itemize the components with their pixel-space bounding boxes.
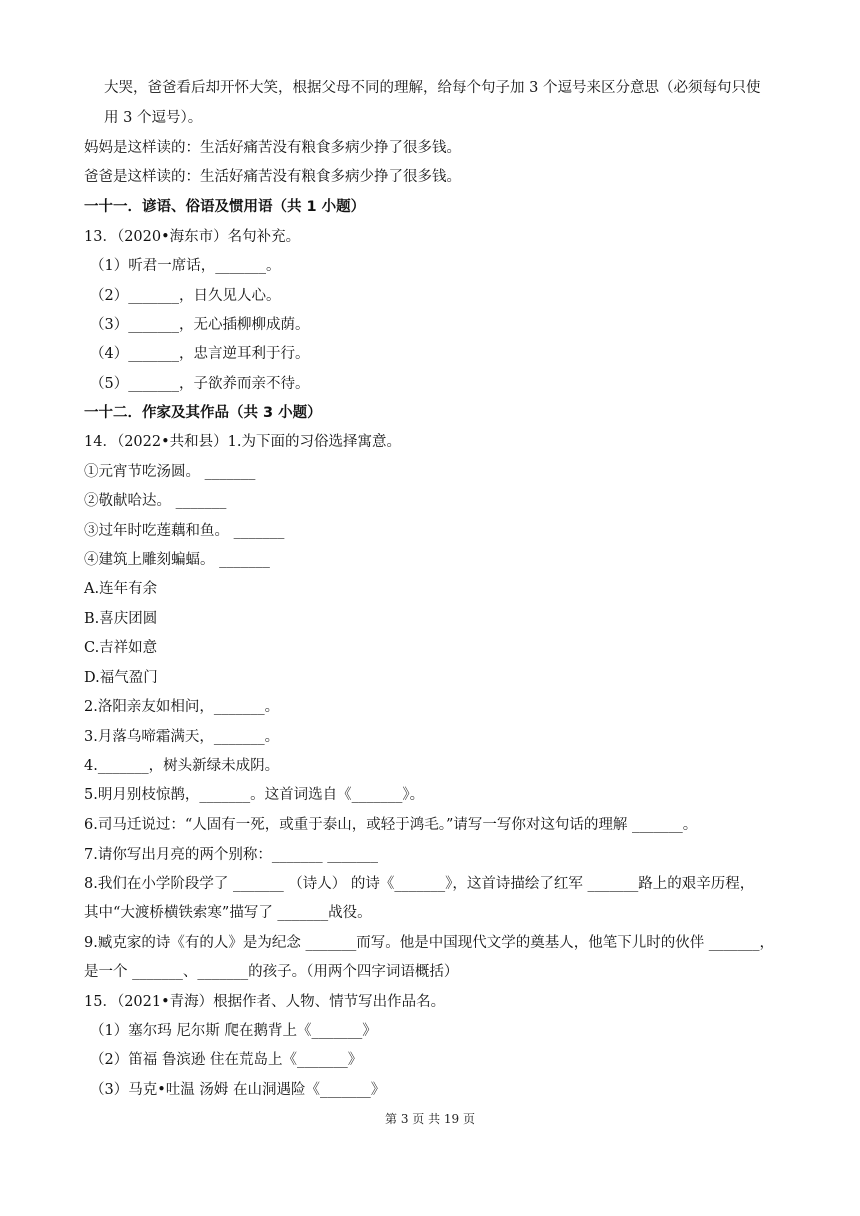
text-line: 大哭，爸爸看后却开怀大笑，根据父母不同的理解，给每个句子加 3 个逗号来区分意思（必须每句只使 bbox=[104, 80, 761, 96]
text-line: 6.司马迁说过：“人固有一死，或重于泰山，或轻于鸿毛。”请写一写你对这句话的理解 _______。 bbox=[84, 817, 698, 833]
text-line: C.吉祥如意 bbox=[84, 640, 158, 656]
text-line: ③过年时吃莲藕和鱼。 _______ bbox=[84, 523, 285, 539]
text-line: 用 3 个逗号）。 bbox=[104, 110, 203, 126]
text-line: B.喜庆团圆 bbox=[84, 611, 158, 627]
text-line: （4）_______，忠言逆耳利于行。 bbox=[90, 346, 310, 362]
text-line: 3.月落乌啼霜满天，_______。 bbox=[84, 729, 280, 745]
text-line: （3）_______，无心插柳柳成荫。 bbox=[90, 317, 310, 333]
text-line: （5）_______，子欲养而亲不待。 bbox=[90, 376, 310, 392]
text-line: 是一个 _______、_______的孩子。（用两个四字词语概括） bbox=[84, 964, 459, 980]
text-line: ①元宵节吃汤圆。 _______ bbox=[84, 464, 256, 480]
text-line: （1）听君一席话，_______。 bbox=[90, 258, 281, 274]
text-line: 4._______，树头新绿未成阴。 bbox=[84, 758, 280, 774]
page-footer: 第 3 页 共 19 页 bbox=[385, 1112, 475, 1126]
text-line: D.福气盈门 bbox=[84, 670, 158, 686]
text-line: （1）塞尔玛 尼尔斯 爬在鹅背上《_______》 bbox=[90, 1023, 377, 1039]
text-line: 5.明月别枝惊鹊，_______。这首词选自《_______》。 bbox=[84, 787, 425, 803]
text-line: 妈妈是这样读的：生活好痛苦没有粮食多病少挣了很多钱。 bbox=[84, 140, 461, 156]
text-line: （2）_______，日久见人心。 bbox=[90, 288, 281, 304]
text-line: ②敬献哈达。 _______ bbox=[84, 493, 227, 509]
text-line: ④建筑上雕刻蝙蝠。 _______ bbox=[84, 552, 270, 568]
text-line: 13．（2020•海东市）名句补充。 bbox=[84, 229, 301, 245]
text-line: 8.我们在小学阶段学了 _______ （诗人） 的诗《_______》，这首诗描绘了红军 _______路上的艰辛历程， bbox=[84, 876, 755, 892]
text-line: （2）笛福 鲁滨逊 住在荒岛上《_______》 bbox=[90, 1052, 363, 1068]
text-line: 15．（2021•青海）根据作者、人物、情节写出作品名。 bbox=[84, 994, 446, 1010]
text-line: 7.请你写出月亮的两个别称：_______ _______ bbox=[84, 847, 378, 863]
text-line: 爸爸是这样读的：生活好痛苦没有粮食多病少挣了很多钱。 bbox=[84, 169, 461, 185]
text-line: （3）马克•吐温 汤姆 在山洞遇险《_______》 bbox=[90, 1082, 386, 1098]
text-line: 14．（2022•共和县）1.为下面的习俗选择寓意。 bbox=[84, 434, 401, 450]
text-line: 9.臧克家的诗《有的人》是为纪念 _______而写。他是中国现代文学的奠基人，他笔下儿时的伙伴 _______， bbox=[84, 935, 775, 951]
text-line: 2.洛阳亲友如相问，_______。 bbox=[84, 699, 280, 715]
section-heading: 一十二．作家及其作品（共 3 小题） bbox=[84, 405, 322, 421]
section-heading: 一十一．谚语、俗语及惯用语（共 1 小题） bbox=[84, 199, 366, 215]
text-line: 其中“大渡桥横铁索寒”描写了 _______战役。 bbox=[84, 905, 372, 921]
text-line: A.连年有余 bbox=[84, 581, 158, 597]
